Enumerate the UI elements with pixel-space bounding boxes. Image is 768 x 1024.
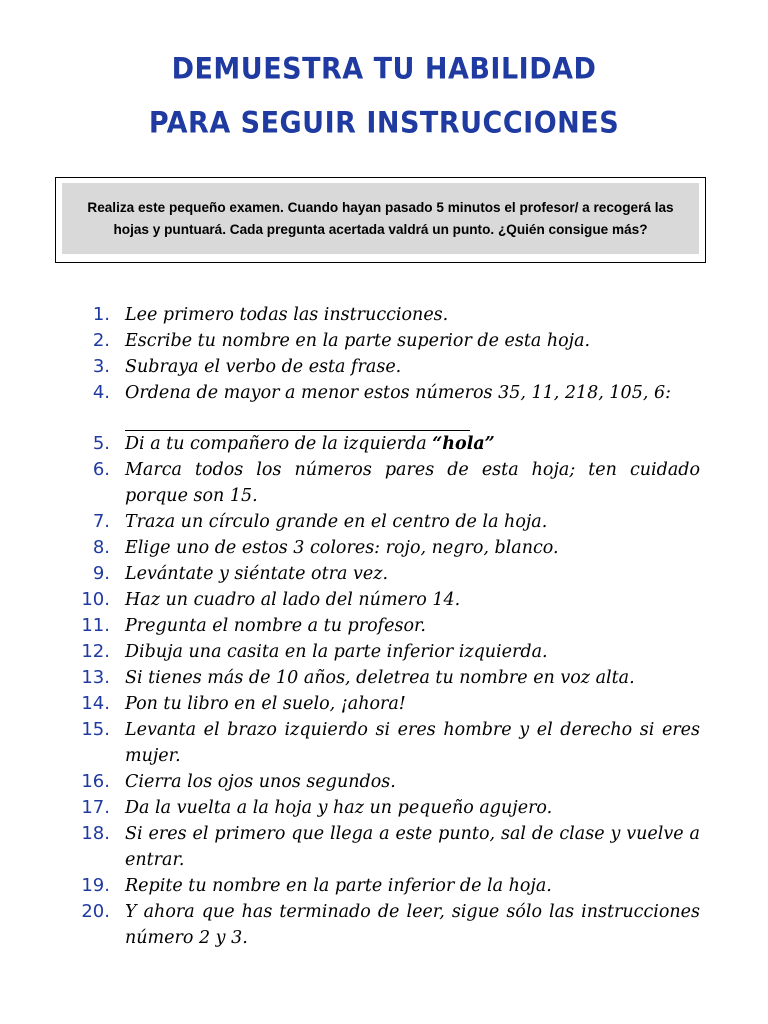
item-number: 20.: [81, 901, 110, 922]
list-item: [0, 302, 768, 328]
item-number: 10.: [81, 589, 110, 610]
instructions-text: Realiza este pequeño examen. Cuando hayan pasado 5 minutos el profesor/ a recogerá las hojas y puntuará. Cada pregunta acertada valdrá un punto. ¿Quién consigue más?: [62, 183, 699, 254]
item-number: 14.: [81, 693, 110, 714]
item-number: 11.: [81, 615, 110, 636]
list-item: [0, 328, 768, 354]
item-text: Pregunta el nombre a tu profesor.: [125, 616, 426, 636]
list-item: [0, 873, 768, 899]
item-text: Escribe tu nombre en la parte superior de esta hoja.: [125, 331, 591, 351]
item-text: Levántate y siéntate otra vez.: [125, 564, 389, 584]
item-emphasis-text: “hola”: [432, 434, 495, 454]
list-item: [0, 717, 768, 769]
list-item: [0, 795, 768, 821]
page-title-line-1: DEMUESTRA TU HABILIDAD: [171, 52, 597, 87]
item-text: Levanta el brazo izquierdo si eres hombre y el derecho si eres mujer.: [125, 720, 700, 766]
list-item: [0, 769, 768, 795]
list-item: [0, 354, 768, 380]
item-number: 16.: [81, 771, 110, 792]
list-item: [0, 665, 768, 691]
item-text: Ordena de mayor a menor estos números 35, 11, 218, 105, 6:: [125, 383, 671, 403]
item-text: Marca todos los números pares de esta hoja; ten cuidado porque son 15.: [125, 460, 700, 506]
item-number: 2.: [92, 330, 110, 351]
list-item: [0, 639, 768, 665]
list-item: [0, 431, 768, 457]
list-item: [0, 509, 768, 535]
item-text: Elige uno de estos 3 colores: rojo, negro, blanco.: [125, 538, 559, 558]
list-item: [0, 535, 768, 561]
item-text: Si eres el primero que llega a este punto, sal de clase y vuelve a entrar.: [125, 824, 700, 870]
list-item: [0, 561, 768, 587]
list-item: [0, 587, 768, 613]
item-number: 5.: [92, 433, 110, 454]
list-item: [0, 457, 768, 509]
item-number: 3.: [92, 356, 110, 377]
item-text: Y ahora que has terminado de leer, sigue sólo las instrucciones número 2 y 3.: [125, 902, 700, 948]
list-item: [0, 821, 768, 873]
item-number: 19.: [81, 875, 110, 896]
item-text: Haz un cuadro al lado del número 14.: [125, 590, 461, 610]
item-number: 9.: [92, 563, 110, 584]
item-number: 1.: [92, 304, 110, 325]
item-text: Di a tu compañero de la izquierda: [125, 434, 433, 454]
item-number: 4.: [92, 382, 110, 403]
item-text: Da la vuelta a la hoja y haz un pequeño agujero.: [125, 798, 553, 818]
item-number: 6.: [92, 459, 110, 480]
instruction-list: [0, 302, 768, 951]
item-text: Dibuja una casita en la parte inferior izquierda.: [125, 642, 548, 662]
item-number: 18.: [81, 823, 110, 844]
item-number: 15.: [81, 719, 110, 740]
list-item: [0, 899, 768, 951]
item-text: Repite tu nombre en la parte inferior de la hoja.: [125, 876, 552, 896]
instructions-box: [55, 177, 706, 263]
item-number: 12.: [81, 641, 110, 662]
item-text: Si tienes más de 10 años, deletrea tu nombre en voz alta.: [125, 668, 635, 688]
page-title-line-2: PARA SEGUIR INSTRUCCIONES: [148, 106, 620, 141]
list-item: [0, 691, 768, 717]
item-text: Subraya el verbo de esta frase.: [125, 357, 402, 377]
answer-blank-line[interactable]: [125, 406, 470, 431]
list-item: [0, 380, 768, 431]
item-text: Cierra los ojos unos segundos.: [125, 772, 396, 792]
item-number: 7.: [92, 511, 110, 532]
list-item: [0, 613, 768, 639]
item-number: 13.: [81, 667, 110, 688]
item-text: Traza un círculo grande en el centro de la hoja.: [125, 512, 548, 532]
item-number: 17.: [81, 797, 110, 818]
item-number: 8.: [92, 537, 110, 558]
item-text: Pon tu libro en el suelo, ¡ahora!: [125, 694, 406, 714]
item-text: Lee primero todas las instrucciones.: [125, 305, 449, 325]
